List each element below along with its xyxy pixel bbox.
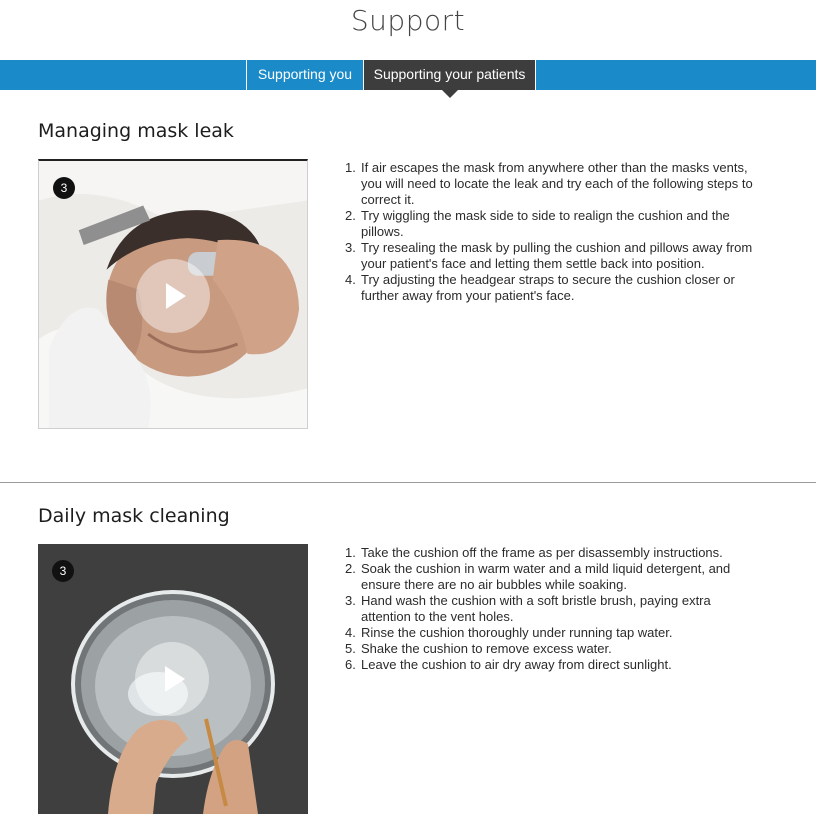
list-item: 4. Try adjusting the headgear straps to secure the cushion closer or further away from your patient's face. (345, 272, 735, 303)
tab-bar (0, 60, 816, 90)
section-divider (0, 482, 816, 483)
video-step-badge: 3 (52, 560, 74, 582)
play-button[interactable] (135, 642, 209, 716)
list-item: 6. Leave the cushion to air dry away from direct sunlight. (345, 657, 672, 672)
list-item: 2. Soak the cushion in warm water and a mild liquid detergent, and ensure there are no air bubbles while soaking. (345, 561, 731, 592)
play-icon (166, 283, 186, 309)
section-heading-mask-cleaning: Daily mask cleaning (38, 505, 230, 527)
list-item: 1. Take the cushion off the frame as per disassembly instructions. (345, 545, 723, 560)
video-mask-leak[interactable] (38, 159, 308, 429)
video-mask-cleaning[interactable] (38, 544, 308, 814)
page-title: Support (350, 4, 466, 37)
video-step-badge: 3 (53, 177, 75, 199)
list-item: 2. Try wiggling the mask side to side to realign the cushion and the pillows. (345, 208, 730, 239)
play-button[interactable] (136, 259, 210, 333)
list-item: 3. Try resealing the mask by pulling the cushion and pillows away from your patient's face and letting them settle back into position. (345, 240, 753, 271)
list-item: 3. Hand wash the cushion with a soft bristle brush, paying extra attention to the vent holes. (345, 593, 711, 624)
list-item: 4. Rinse the cushion thoroughly under running tap water. (345, 625, 673, 640)
list-item: 5. Shake the cushion to remove excess water. (345, 641, 612, 656)
active-tab-indicator (442, 90, 458, 98)
list-item: 1. If air escapes the mask from anywhere other than the masks vents, you will need to locate the leak and try each of the following steps to correct it. (345, 160, 753, 207)
tab-supporting-you[interactable]: Supporting you (246, 60, 363, 90)
steps-list-mask-cleaning (345, 545, 755, 673)
section-heading-mask-leak: Managing mask leak (38, 120, 234, 142)
steps-list-mask-leak (345, 160, 755, 304)
tab-supporting-your-patients[interactable]: Supporting your patients (363, 60, 536, 90)
play-icon (165, 666, 185, 692)
